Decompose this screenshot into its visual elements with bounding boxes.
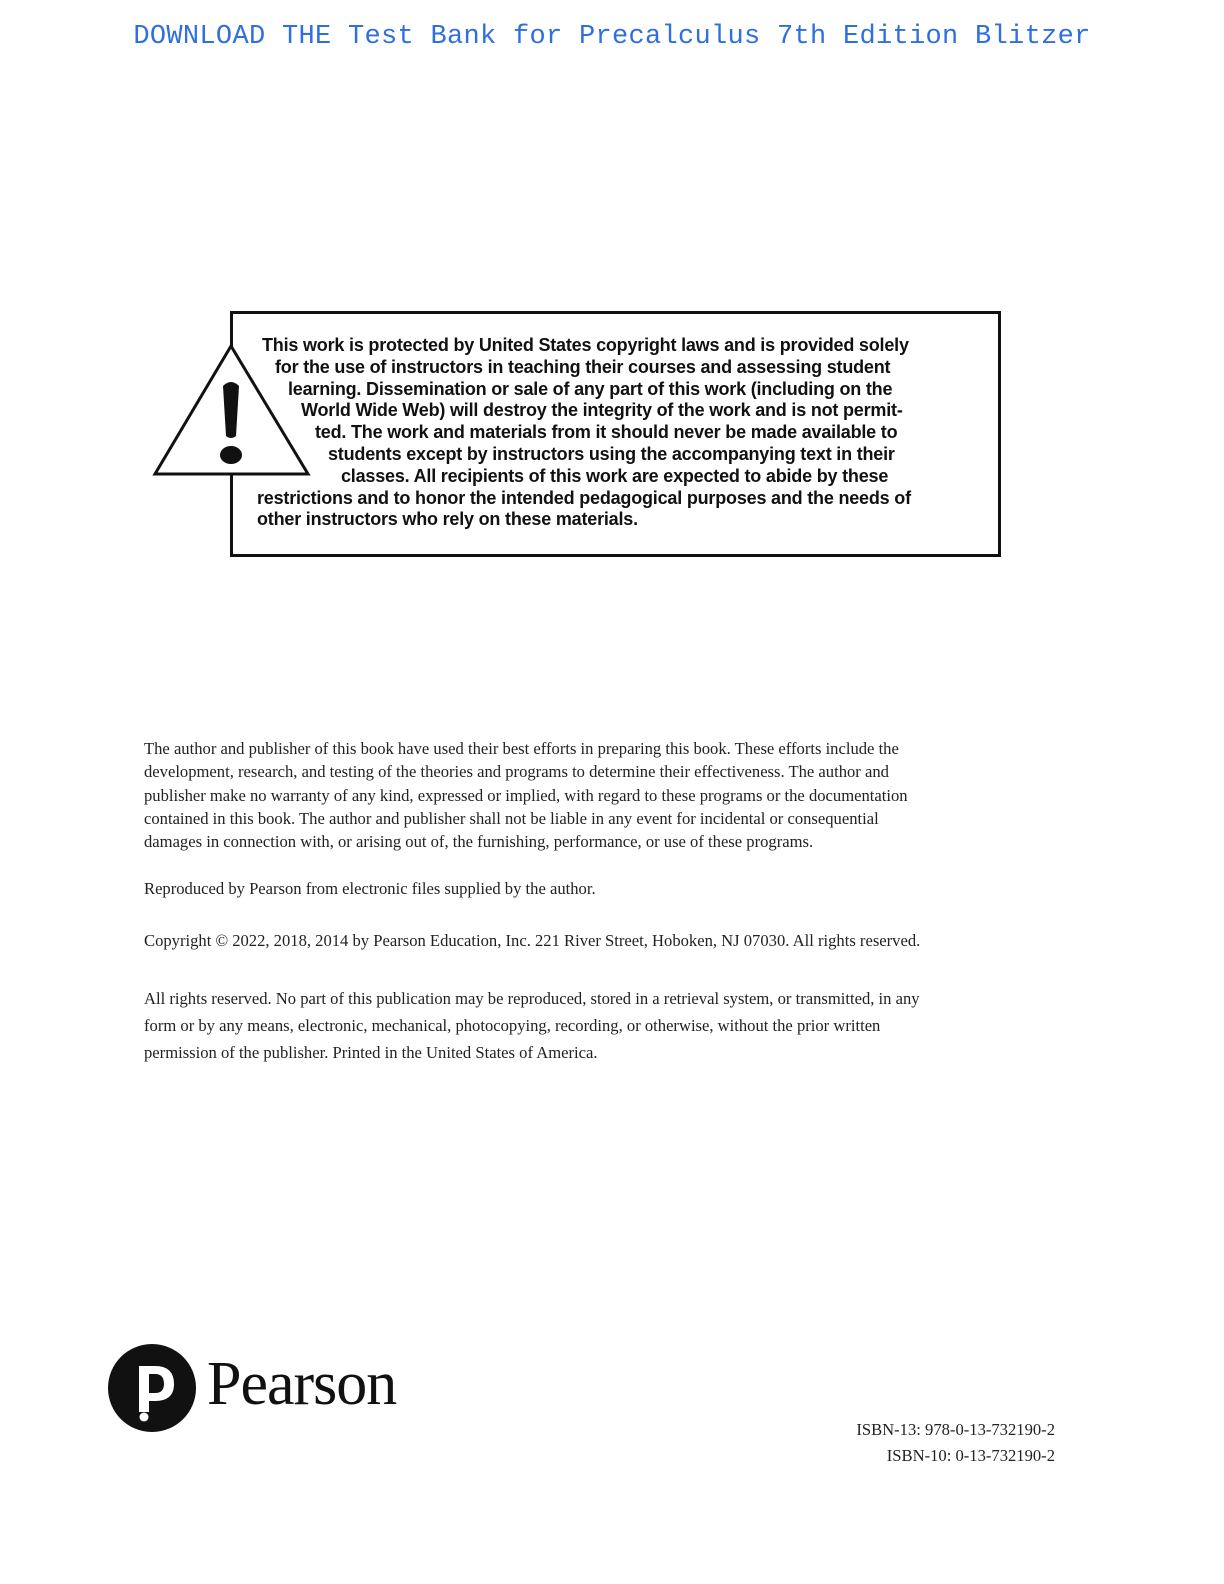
disclaimer-paragraph — [144, 737, 1074, 853]
notice-line: This work is protected by United States copyright laws and is provided solely — [262, 335, 909, 355]
reproduced-statement: Reproduced by Pearson from electronic files supplied by the author. — [144, 879, 596, 898]
notice-line: classes. All recipients of this work are expected to abide by these — [341, 465, 889, 486]
notice-line: ted. The work and materials from it should never be made available to — [315, 422, 898, 443]
disclaimer-line: The author and publisher of this book have used their best efforts in preparing this book. These efforts include the — [144, 739, 899, 758]
rights-line: permission of the publisher. Printed in the United States of America. — [144, 1043, 598, 1062]
notice-line: World Wide Web) will destroy the integrity of the work and is not permit- — [301, 400, 903, 421]
isbn-10: ISBN-10: 0-13-732190-2 — [886, 1446, 1055, 1465]
copyright-statement: Copyright © 2022, 2018, 2014 by Pearson Education, Inc. 221 River Street, Hoboken, NJ 07030. All rights reserved. — [144, 931, 921, 950]
disclaimer-line: contained in this book. The author and publisher shall not be liable in any event for incidental or consequential — [144, 808, 879, 828]
disclaimer-line: damages in connection with, or arising out of, the furnishing, performance, or use of these programs. — [144, 832, 814, 852]
disclaimer-line: development, research, and testing of the theories and programs to determine their effectiveness. The author and — [144, 762, 889, 782]
rights-line: All rights reserved. No part of this publication may be reproduced, stored in a retrieval system, or transmitted, in any — [144, 989, 920, 1008]
disclaimer-line: publisher make no warranty of any kind, expressed or implied, with regard to these programs or the documentation — [144, 785, 908, 805]
rights-paragraph — [144, 985, 1074, 1066]
notice-line: other instructors who rely on these materials. — [257, 509, 638, 530]
notice-line: learning. Dissemination or sale of any part of this work (including on the — [288, 378, 893, 399]
pearson-logo-icon — [108, 1344, 196, 1432]
notice-line: for the use of instructors in teaching their courses and assessing student — [275, 356, 891, 377]
download-link[interactable]: DOWNLOAD THE Test Bank for Precalculus 7th Edition Blitzer — [133, 22, 1091, 52]
copyright-notice-text — [246, 335, 976, 531]
rights-line: form or by any means, electronic, mechanical, photocopying, recording, or otherwise, without the prior written — [144, 1016, 881, 1035]
publisher-name: Pearson — [207, 1350, 397, 1418]
notice-line: restrictions and to honor the intended pedagogical purposes and the needs of — [257, 487, 911, 508]
notice-line: students except by instructors using the accompanying text in their — [328, 443, 895, 464]
isbn-13: ISBN-13: 978-0-13-732190-2 — [856, 1420, 1055, 1439]
